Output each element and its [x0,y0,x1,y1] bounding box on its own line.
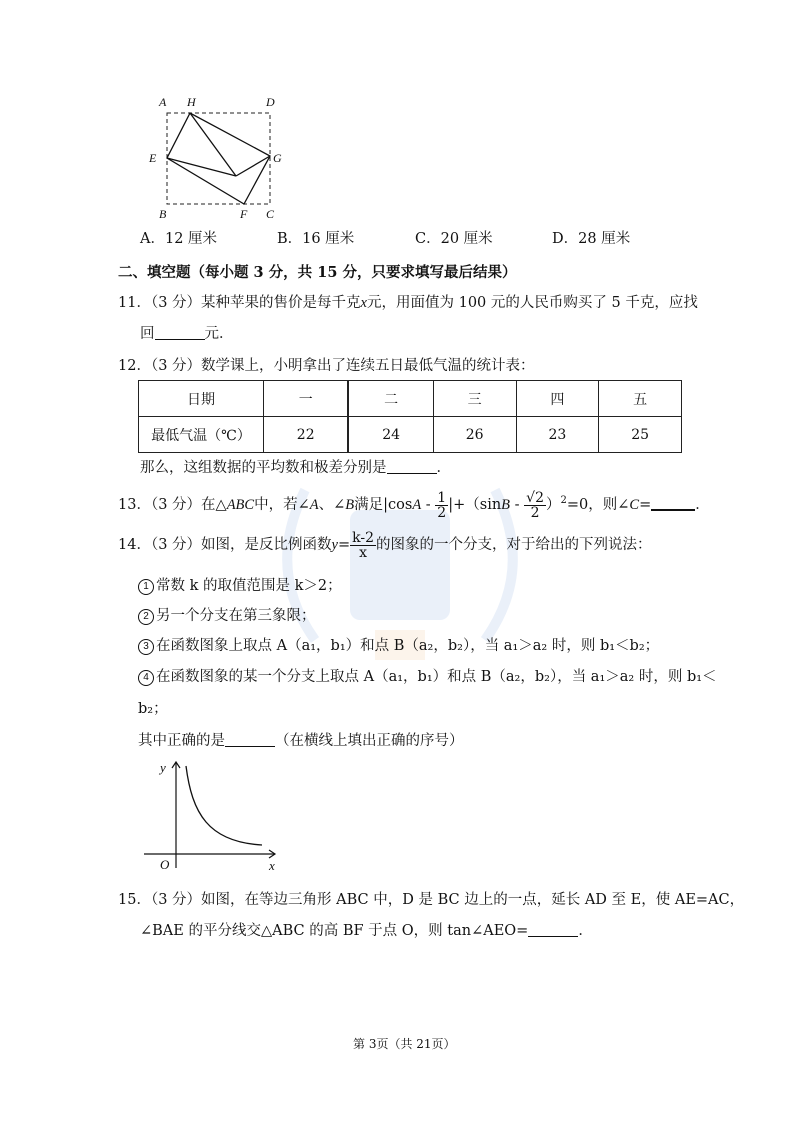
q14-fraction [350,531,376,560]
q13-minus1: - [421,497,436,513]
table-cell: 日期 [139,381,264,417]
q13-text-a: 在△ [201,497,227,513]
table-row [139,417,682,453]
q14-item-3-text: 在函数图象上取点 A（a₁，b₁）和点 B（a₂，b₂），当 a₁＞a₂ 时，则 b₁＜b₂； [156,638,660,654]
q14-item-4-text: 在函数图象的某一个分支上取点 A（a₁，b₁）和点 B（a₂，b₂），当 a₁＞a₂ 时，则 b₁＜ [156,669,717,685]
q14-score: （3 分） [150,537,202,553]
q14-mark-2: 2 [138,609,154,625]
q14-item-4-cont: b₂； [138,701,168,717]
q14-number: 14． [118,537,151,553]
question-13 [118,488,710,522]
option-b-text: 16 厘米 [302,231,355,247]
option-a-text: 12 厘米 [164,231,218,247]
q12-number: 12． [118,358,151,374]
q13-fraction-2 [524,491,546,520]
table-cell: 26 [433,417,516,453]
q14-text-b: 的图象的一个分支，对于给出的下列说法： [376,537,652,553]
section-heading: 二、填空题（每小题 3 分，共 15 分，只要求填写最后结果） [118,264,517,281]
option-d-letter: D． [552,231,579,247]
q14-item-1 [138,576,342,596]
q11-answer-blank[interactable] [155,325,205,340]
q15-line1: 如图，在等边三角形 ABC 中，D 是 BC 边上的一点，延长 AD 至 E，使 AE=AC， [201,892,745,908]
q14-frac-den: x [359,544,368,561]
q14-item-3 [138,636,659,656]
q14-item-2 [138,606,316,626]
q14-answer-line [138,731,464,751]
label-d: D [266,95,275,109]
q14-y: y [331,537,338,553]
q13-a: A [309,497,319,513]
q13-frac1-num: 1 [437,489,447,506]
q11-number: 11． [118,295,151,311]
q15-number: 15． [118,892,151,908]
table-cell: 23 [516,417,599,453]
label-g: G [273,151,282,165]
q13-c: C [629,497,640,513]
label-a: A [159,95,167,109]
graph-y-label: y [160,760,166,775]
question-15 [118,890,744,910]
q14-item-2-text: 另一个分支在第三象限； [156,608,316,624]
q12-score: （3 分） [150,358,202,374]
label-h: H [187,95,196,109]
q13-text-i: ． [695,497,710,513]
question-12 [118,356,535,376]
table-cell: 25 [599,417,682,453]
table-cell: 最低气温（℃） [139,417,264,453]
option-c [415,229,493,249]
hyperbola-graph [140,758,285,873]
q13-b: B [345,497,355,513]
option-a [140,229,217,249]
q12-followup-text: 那么，这组数据的平均数和极差分别是 [140,460,387,476]
q13-score: （3 分） [150,497,202,513]
q14-frac-num: k-2 [352,529,375,546]
q13-text-e: |+（sin [448,497,502,513]
option-d [552,229,630,249]
graph-origin-label: O [160,857,170,872]
q15-score: （3 分） [150,892,202,908]
q14-mark-1: 1 [138,579,154,595]
table-cell: 四 [516,381,599,417]
table-cell: 三 [433,381,516,417]
label-f: F [240,207,248,221]
q13-text-f: ） [545,497,561,513]
table-cell: 22 [264,417,349,453]
label-e: E [149,151,157,165]
q14-text-a: 如图，是反比例函数 [201,537,332,553]
question-11-cont [140,324,234,344]
q13-text-b: 中，若∠ [254,497,310,513]
q11-text-c: 回 [140,326,155,342]
q13-text-g: =0，则∠ [566,497,630,513]
q14-eq: = [337,537,351,553]
table-cell: 五 [599,381,682,417]
q13-b2: B [501,497,511,513]
q15-line2-end: ． [578,923,593,939]
q14-mark-4: 4 [138,670,154,686]
label-b: B [159,207,167,221]
q13-abc: ABC [226,497,255,513]
q11-score: （3 分） [150,295,202,311]
q13-minus2: - [510,497,525,513]
q12-followup-end: ． [436,460,451,476]
q13-text-c: 、∠ [318,497,346,513]
q15-answer-blank[interactable] [528,922,578,937]
q14-answer-text: 其中正确的是 [138,733,225,749]
q14-item-4 [138,667,717,687]
table-cell: 24 [348,417,433,453]
q14-answer-hint: （在横线上填出正确的序号） [275,733,464,749]
graph-x-label: x [269,858,275,873]
rectangle-figure [140,92,300,222]
q13-frac1-den: 2 [437,504,447,521]
q13-frac2-num: √2 [526,489,544,506]
q11-text: 某种苹果的售价是每千克 [201,295,361,311]
option-c-letter: C． [415,231,441,247]
label-c: C [266,207,275,221]
table-header-row [139,381,682,417]
option-c-text: 20 厘米 [440,231,493,247]
q15-line2: ∠BAE 的平分线交△ABC 的高 BF 于点 O，则 tan∠AEO= [140,923,529,939]
q13-text-d: 满足|cos [354,497,413,513]
temperature-table [138,380,682,453]
q14-mark-3: 3 [138,639,154,655]
q11-var: x [360,295,367,311]
page-footer: 第 3页（共 21页） [353,1037,456,1051]
q11-text-b: 元，用面值为 100 元的人民币购买了 5 千克，应找 [366,295,698,311]
option-b-letter: B． [277,231,303,247]
option-d-text: 28 厘米 [578,231,631,247]
q12-text: 数学课上，小明拿出了连续五日最低气温的统计表： [201,358,535,374]
option-b [277,229,354,249]
q11-text-d: 元． [204,326,234,342]
q14-answer-blank[interactable] [225,732,275,747]
q13-a2: A [412,497,422,513]
q13-fraction-1 [435,491,448,520]
q14-item-1-text: 常数 k 的取值范围是 k＞2； [156,578,342,594]
q13-number: 13． [118,497,151,513]
table-cell: 二 [348,381,433,417]
q13-text-h: = [639,497,652,513]
q13-exponent: 2 [560,495,567,506]
q13-frac2-den: 2 [530,504,540,521]
q12-answer-blank[interactable] [387,459,437,474]
q13-answer-blank[interactable] [651,495,695,511]
table-cell: 一 [264,381,349,417]
question-14 [118,528,652,562]
question-15-cont [140,921,593,941]
question-12-followup [140,458,451,478]
question-11 [118,293,698,313]
option-a-letter: A． [140,231,165,247]
